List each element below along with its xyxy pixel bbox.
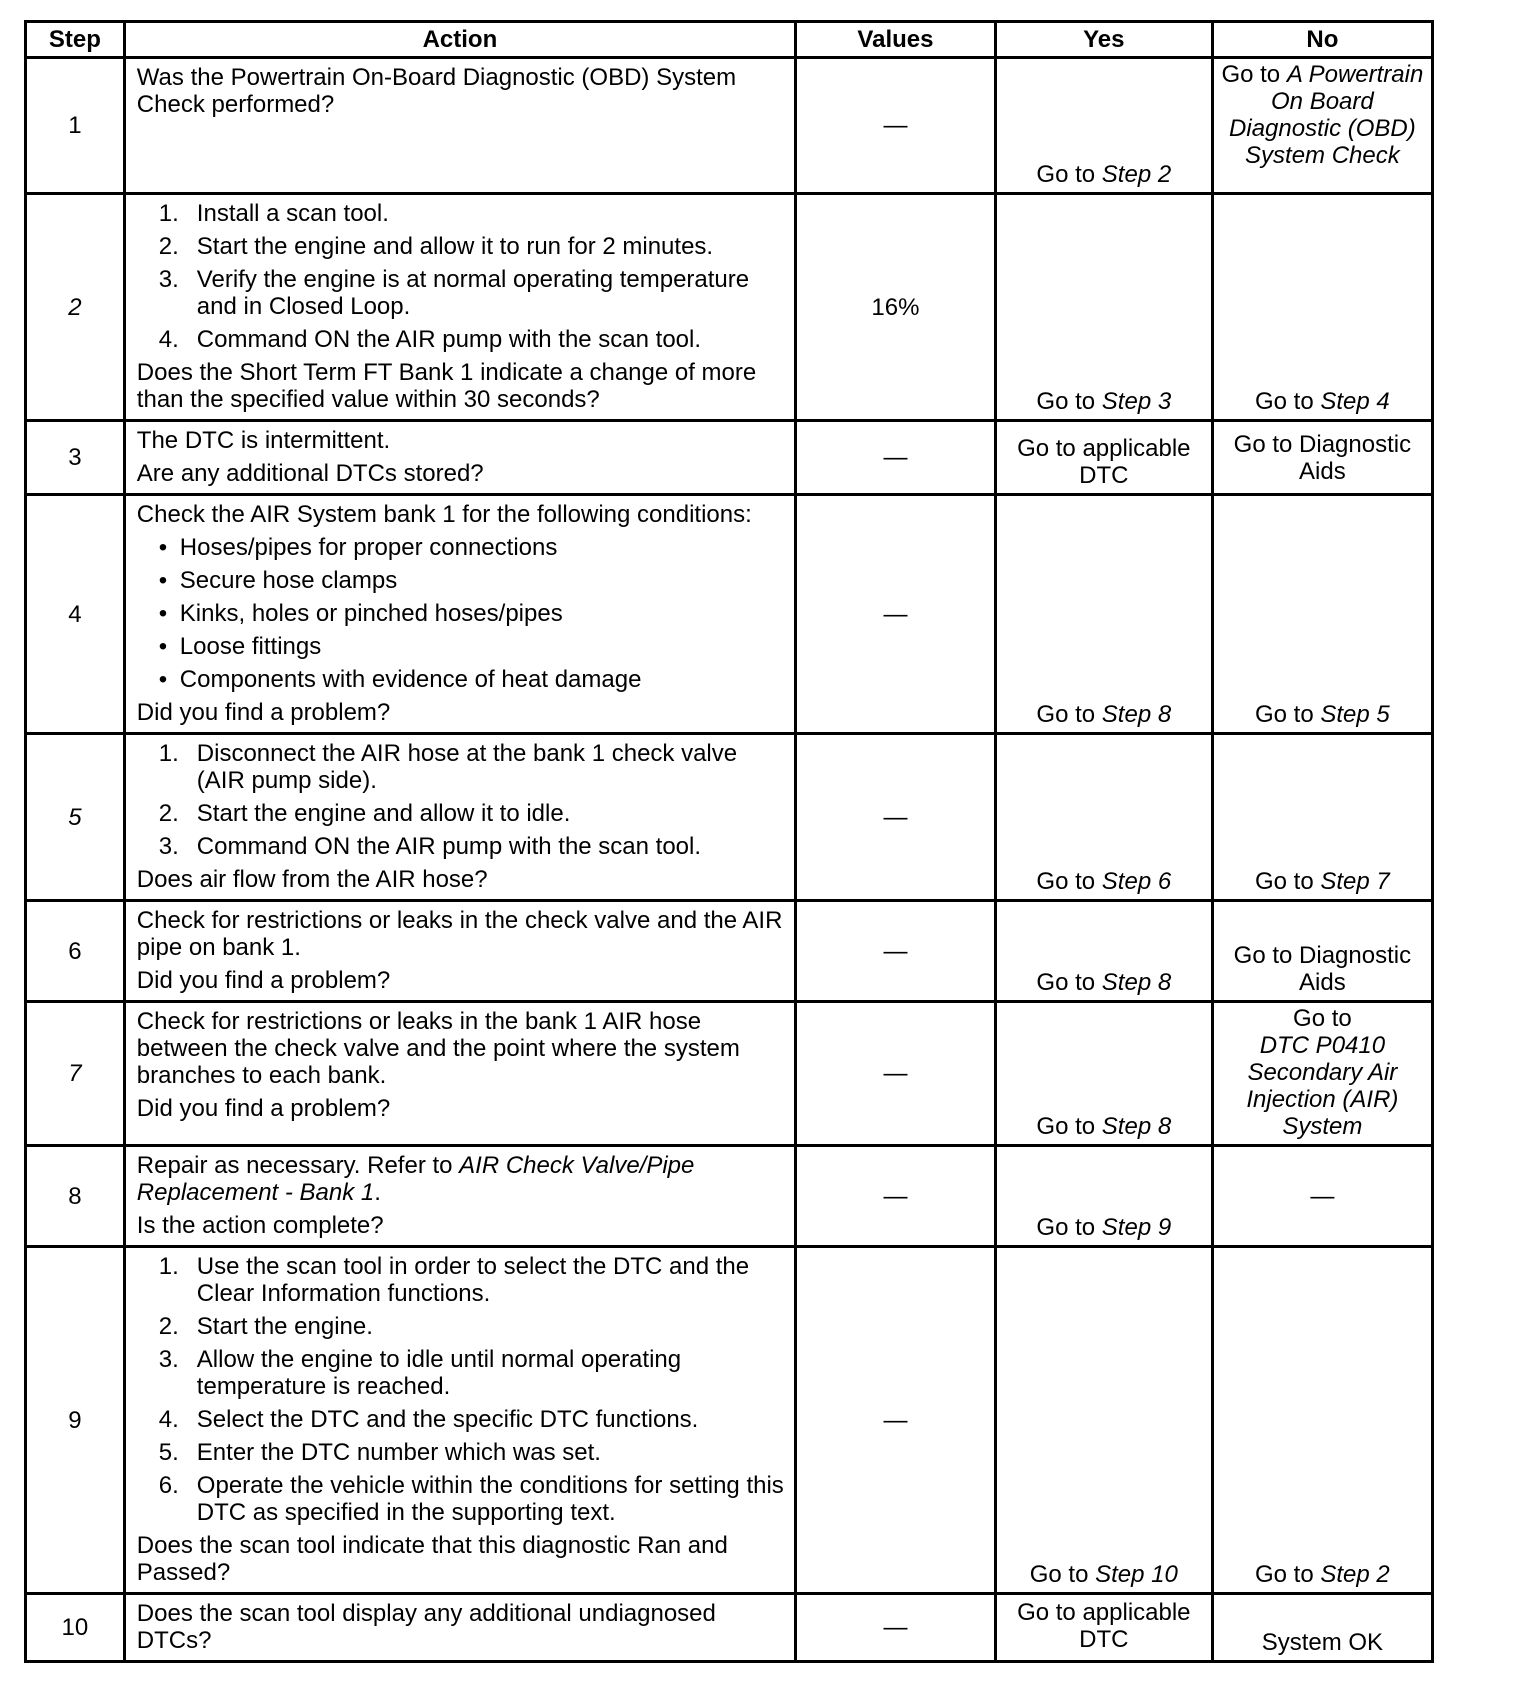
step-item-number: 4. (158, 326, 179, 353)
action-cell (124, 1002, 795, 1146)
no-cell[interactable]: Go to Diagnostic Aids (1212, 421, 1432, 495)
yes-cell[interactable]: Go to applicable DTC (995, 1594, 1212, 1662)
action-question: Did you find a problem? (136, 699, 391, 726)
list-item (137, 266, 786, 320)
bullet-text: Hoses/pipes for proper connections (179, 534, 558, 561)
value-cell: — (796, 1146, 996, 1247)
bullet-glyph: • (158, 534, 168, 561)
list-item (137, 600, 786, 627)
step-item-number: 3. (158, 266, 179, 293)
no-cell: System OK (1212, 1594, 1432, 1662)
yes-prefix: Go to (1036, 1214, 1102, 1241)
step-number: 3 (26, 421, 125, 495)
value-cell: — (796, 1247, 996, 1594)
step-item-number: 1. (158, 200, 179, 227)
yes-cell (995, 1146, 1212, 1247)
action-cell (124, 421, 795, 495)
action-intro-suffix: . (374, 1179, 381, 1206)
yes-cell[interactable]: Go to applicable DTC (995, 421, 1212, 495)
table-row (26, 1247, 1433, 1594)
value-cell: — (796, 1594, 996, 1662)
step-item-text: Verify the engine is at normal operating temperature and in Closed Loop. (196, 266, 750, 320)
action-question: Does the Short Term FT Bank 1 indicate a change of more than the specified value within 30 seconds? (136, 359, 757, 413)
no-step-link[interactable]: Step 4 (1320, 388, 1390, 415)
bullet-glyph: • (158, 567, 168, 594)
no-cell (1212, 734, 1432, 901)
yes-prefix: Go to (1036, 868, 1102, 895)
step-item-text: Enter the DTC number which was set. (196, 1439, 601, 1466)
action-cell (124, 495, 795, 734)
step-item-text: Install a scan tool. (196, 200, 389, 227)
step-item-number: 4. (158, 1406, 179, 1433)
step-item-text: Allow the engine to idle until normal operating temperature is reached. (196, 1346, 682, 1400)
reference-link[interactable]: AIR Check Valve/Pipe Replacement - Bank 1 (136, 1152, 695, 1206)
value-cell: — (796, 421, 996, 495)
step-item-number: 3. (158, 833, 179, 860)
yes-step-link[interactable]: Step 8 (1101, 1113, 1172, 1140)
step-item-text: Start the engine and allow it to run for 2 minutes. (196, 233, 714, 260)
no-cell (1212, 194, 1432, 421)
step-item-text: Start the engine. (196, 1313, 373, 1340)
yes-step-link[interactable]: Step 6 (1101, 868, 1172, 895)
action-question: Is the action complete? (136, 1212, 384, 1239)
yes-step-link[interactable]: Step 3 (1101, 388, 1172, 415)
step-item-text: Start the engine and allow it to idle. (196, 800, 571, 827)
list-item (137, 1406, 786, 1433)
bullet-text: Components with evidence of heat damage (179, 666, 642, 693)
header-step: Step (26, 22, 125, 58)
action-cell (124, 58, 795, 194)
action-cell (124, 1594, 795, 1662)
list-item (137, 1439, 786, 1466)
yes-step-link[interactable]: Step 2 (1101, 161, 1172, 188)
action-question: Did you find a problem? (136, 1095, 391, 1122)
yes-step-link[interactable]: Step 8 (1101, 969, 1172, 996)
step-item-text: Command ON the AIR pump with the scan tool. (196, 326, 702, 353)
yes-cell (995, 495, 1212, 734)
step-item-number: 1. (158, 740, 179, 767)
list-item (137, 1346, 786, 1400)
yes-step-link[interactable]: Step 8 (1101, 701, 1172, 728)
yes-prefix: Go to (1036, 1113, 1102, 1140)
yes-step-link[interactable]: Step 9 (1101, 1214, 1172, 1241)
diagnostic-table (24, 20, 1434, 1663)
no-step-link[interactable]: Step 2 (1320, 1561, 1390, 1588)
yes-cell (995, 1002, 1212, 1146)
action-steps (137, 740, 786, 860)
no-step-link[interactable]: DTC P0410 Secondary Air Injection (AIR) System (1246, 1032, 1399, 1140)
table-row (26, 734, 1433, 901)
list-item (137, 326, 786, 353)
header-no: No (1212, 22, 1432, 58)
no-prefix: Go to (1255, 1561, 1321, 1588)
no-cell (1212, 495, 1432, 734)
bullet-glyph: • (158, 600, 168, 627)
action-intro: Was the Powertrain On-Board Diagnostic (OBD) System Check performed? (136, 64, 737, 118)
value-cell: — (796, 1002, 996, 1146)
action-steps (137, 200, 786, 353)
no-step-link[interactable]: Step 5 (1320, 701, 1390, 728)
yes-cell (995, 1247, 1212, 1594)
step-number: 6 (26, 901, 125, 1002)
list-item (137, 1472, 786, 1526)
action-intro: Check for restrictions or leaks in the check valve and the AIR pipe on bank 1. (136, 907, 783, 961)
action-steps (137, 1253, 786, 1526)
list-item (137, 666, 786, 693)
yes-prefix: Go to (1036, 388, 1102, 415)
header-row (26, 22, 1433, 58)
table-row (26, 421, 1433, 495)
step-number: 9 (26, 1247, 125, 1594)
no-prefix: Go to (1293, 1005, 1352, 1032)
action-intro: Check for restrictions or leaks in the bank 1 AIR hose between the check valve and the point where the system branches to each bank. (136, 1008, 740, 1089)
table-row (26, 1594, 1433, 1662)
step-number: 10 (26, 1594, 125, 1662)
action-cell (124, 1146, 795, 1247)
action-question: Are any additional DTCs stored? (136, 460, 484, 487)
step-item-text: Operate the vehicle within the conditions for setting this DTC as specified in the supporting text. (196, 1472, 784, 1526)
value-cell: — (796, 58, 996, 194)
step-item-number: 2. (158, 233, 179, 260)
action-bullets (137, 534, 786, 693)
step-number: 7 (26, 1002, 125, 1146)
step-item-number: 1. (158, 1253, 179, 1280)
table-row (26, 1002, 1433, 1146)
step-item-text: Use the scan tool in order to select the DTC and the Clear Information functions. (196, 1253, 750, 1307)
no-step-link[interactable]: A Powertrain On Board Diagnostic (OBD) System Check (1229, 61, 1424, 169)
step-item-number: 3. (158, 1346, 179, 1373)
step-item-number: 6. (158, 1472, 179, 1499)
header-yes: Yes (995, 22, 1212, 58)
no-cell (1212, 58, 1432, 194)
value-cell: — (796, 495, 996, 734)
step-item-number: 2. (158, 800, 179, 827)
action-cell (124, 901, 795, 1002)
action-question: Does the scan tool indicate that this diagnostic Ran and Passed? (136, 1532, 728, 1586)
bullet-text: Kinks, holes or pinched hoses/pipes (179, 600, 563, 627)
yes-cell (995, 194, 1212, 421)
no-prefix: Go to (1255, 701, 1321, 728)
action-cell (124, 194, 795, 421)
list-item (137, 833, 786, 860)
step-number: 8 (26, 1146, 125, 1247)
no-cell[interactable]: Go to Diagnostic Aids (1212, 901, 1432, 1002)
list-item (137, 1253, 786, 1307)
no-prefix: Go to (1221, 61, 1287, 88)
no-step-link[interactable]: Step 7 (1320, 868, 1390, 895)
action-intro: Check the AIR System bank 1 for the following conditions: (136, 501, 752, 528)
no-cell: — (1212, 1146, 1432, 1247)
action-cell (124, 1247, 795, 1594)
header-action: Action (124, 22, 795, 58)
yes-cell (995, 58, 1212, 194)
action-question: Does the scan tool display any additional undiagnosed DTCs? (136, 1600, 716, 1654)
yes-prefix: Go to (1036, 161, 1102, 188)
step-item-text: Command ON the AIR pump with the scan tool. (196, 833, 702, 860)
header-values: Values (796, 22, 996, 58)
table-row (26, 901, 1433, 1002)
list-item (137, 200, 786, 227)
list-item (137, 1313, 786, 1340)
action-question: Did you find a problem? (136, 967, 391, 994)
step-item-number: 2. (158, 1313, 179, 1340)
action-intro: The DTC is intermittent. (136, 427, 391, 454)
bullet-glyph: • (158, 666, 168, 693)
list-item (137, 740, 786, 794)
action-intro (137, 1152, 786, 1206)
action-intro-prefix: Repair as necessary. Refer to (136, 1152, 460, 1179)
value-cell: — (796, 901, 996, 1002)
step-number: 1 (26, 58, 125, 194)
step-number: 2 (26, 194, 125, 421)
step-number: 5 (26, 734, 125, 901)
list-item (137, 800, 786, 827)
value-cell: 16% (796, 194, 996, 421)
step-item-number: 5. (158, 1439, 179, 1466)
list-item (137, 233, 786, 260)
yes-cell (995, 901, 1212, 1002)
bullet-text: Secure hose clamps (179, 567, 398, 594)
list-item (137, 567, 786, 594)
list-item (137, 633, 786, 660)
yes-prefix: Go to (1036, 969, 1102, 996)
value-cell: — (796, 734, 996, 901)
bullet-glyph: • (158, 633, 168, 660)
table-row (26, 194, 1433, 421)
action-cell (124, 734, 795, 901)
yes-cell (995, 734, 1212, 901)
bullet-text: Loose fittings (179, 633, 322, 660)
table-row (26, 1146, 1433, 1247)
diagnostic-table-page (24, 20, 1434, 1663)
no-prefix: Go to (1255, 388, 1321, 415)
table-row (26, 58, 1433, 194)
action-question: Does air flow from the AIR hose? (136, 866, 488, 893)
step-number: 4 (26, 495, 125, 734)
no-cell (1212, 1002, 1432, 1146)
step-item-text: Select the DTC and the specific DTC functions. (196, 1406, 699, 1433)
yes-prefix: Go to (1029, 1561, 1096, 1588)
yes-prefix: Go to (1036, 701, 1102, 728)
yes-step-link[interactable]: Step 10 (1095, 1561, 1178, 1588)
list-item (137, 534, 786, 561)
step-item-text: Disconnect the AIR hose at the bank 1 check valve (AIR pump side). (196, 740, 738, 794)
no-cell (1212, 1247, 1432, 1594)
no-prefix: Go to (1255, 868, 1321, 895)
table-row (26, 495, 1433, 734)
